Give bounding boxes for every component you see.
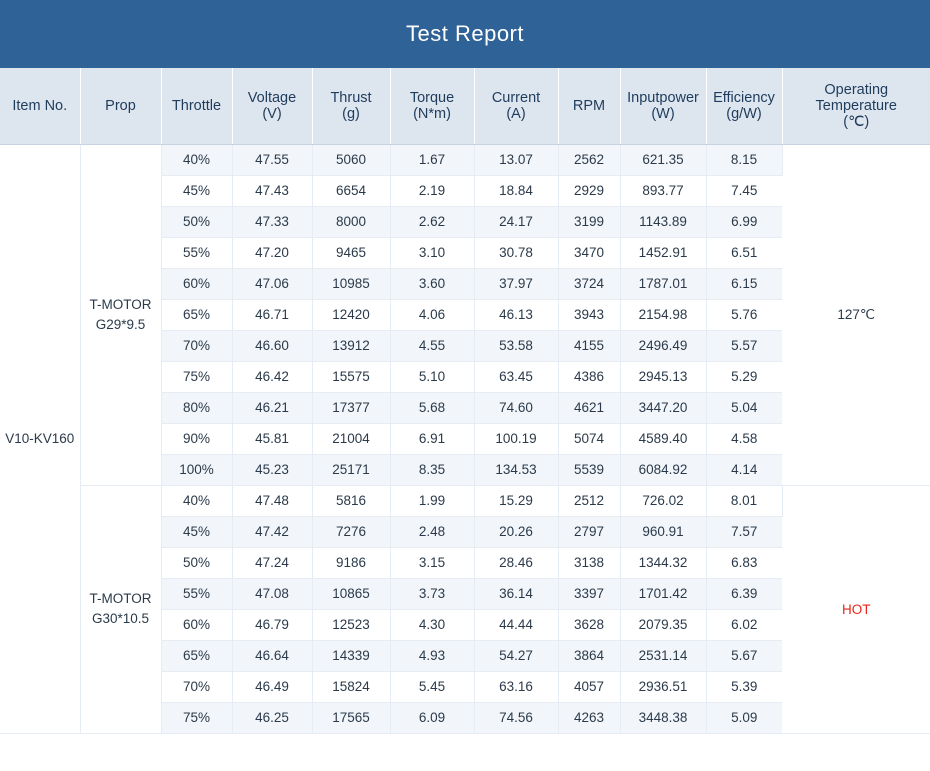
column-label: Item No.: [12, 97, 68, 114]
cell-rpm: 3943: [558, 299, 620, 330]
column-header-torque: [390, 68, 474, 144]
cell-thrust: 14339: [312, 640, 390, 671]
cell-throttle: 40%: [161, 144, 232, 175]
column-header-prop: [80, 68, 161, 144]
cell-efficiency: 6.83: [706, 547, 782, 578]
column-header-current: [474, 68, 558, 144]
cell-rpm: 4155: [558, 330, 620, 361]
cell-efficiency: 8.01: [706, 485, 782, 516]
cell-thrust: 21004: [312, 423, 390, 454]
cell-throttle: 65%: [161, 299, 232, 330]
cell-torque: 6.91: [390, 423, 474, 454]
column-label: Prop: [105, 97, 136, 114]
cell-efficiency: 6.51: [706, 237, 782, 268]
cell-voltage: 46.60: [232, 330, 312, 361]
cell-power: 2079.35: [620, 609, 706, 640]
test-data-table: [0, 68, 930, 734]
cell-torque: 5.10: [390, 361, 474, 392]
cell-power: 1701.42: [620, 578, 706, 609]
prop-cell: T-MOTOR G29*9.5: [80, 144, 161, 485]
cell-power: 2936.51: [620, 671, 706, 702]
cell-power: 1787.01: [620, 268, 706, 299]
cell-torque: 2.62: [390, 206, 474, 237]
cell-thrust: 12420: [312, 299, 390, 330]
cell-torque: 1.99: [390, 485, 474, 516]
cell-current: 28.46: [474, 547, 558, 578]
cell-voltage: 45.81: [232, 423, 312, 454]
cell-rpm: 3199: [558, 206, 620, 237]
cell-voltage: 46.71: [232, 299, 312, 330]
cell-thrust: 8000: [312, 206, 390, 237]
cell-throttle: 65%: [161, 640, 232, 671]
cell-current: 63.45: [474, 361, 558, 392]
cell-throttle: 50%: [161, 547, 232, 578]
cell-efficiency: 6.02: [706, 609, 782, 640]
cell-thrust: 25171: [312, 454, 390, 485]
cell-torque: 8.35: [390, 454, 474, 485]
cell-throttle: 60%: [161, 268, 232, 299]
cell-voltage: 47.42: [232, 516, 312, 547]
column-label: Voltage: [247, 89, 297, 106]
cell-rpm: 2797: [558, 516, 620, 547]
cell-rpm: 4386: [558, 361, 620, 392]
column-header-operating-temperature: [782, 68, 930, 144]
cell-rpm: 3628: [558, 609, 620, 640]
cell-throttle: 100%: [161, 454, 232, 485]
cell-current: 46.13: [474, 299, 558, 330]
item-no-cell: V10-KV160: [0, 144, 80, 733]
cell-power: 1452.91: [620, 237, 706, 268]
cell-power: 893.77: [620, 175, 706, 206]
cell-throttle: 70%: [161, 671, 232, 702]
cell-throttle: 90%: [161, 423, 232, 454]
cell-current: 134.53: [474, 454, 558, 485]
column-unit: (N*m): [413, 105, 451, 122]
cell-efficiency: 5.09: [706, 702, 782, 733]
cell-efficiency: 6.15: [706, 268, 782, 299]
cell-current: 36.14: [474, 578, 558, 609]
cell-torque: 5.45: [390, 671, 474, 702]
operating-temperature-cell: HOT: [782, 485, 930, 733]
cell-voltage: 46.21: [232, 392, 312, 423]
cell-current: 54.27: [474, 640, 558, 671]
cell-torque: 3.10: [390, 237, 474, 268]
column-unit: (g/W): [726, 105, 762, 122]
cell-torque: 5.68: [390, 392, 474, 423]
cell-current: 74.56: [474, 702, 558, 733]
cell-rpm: 3397: [558, 578, 620, 609]
cell-thrust: 10865: [312, 578, 390, 609]
cell-voltage: 46.49: [232, 671, 312, 702]
cell-current: 44.44: [474, 609, 558, 640]
column-label: Inputpower: [627, 89, 699, 106]
column-unit: (g): [342, 105, 360, 122]
cell-power: 621.35: [620, 144, 706, 175]
page-title: Test Report: [0, 0, 930, 68]
column-header-throttle: [161, 68, 232, 144]
cell-throttle: 55%: [161, 237, 232, 268]
cell-torque: 2.19: [390, 175, 474, 206]
cell-torque: 1.67: [390, 144, 474, 175]
column-label: Current: [491, 89, 541, 106]
cell-torque: 6.09: [390, 702, 474, 733]
cell-torque: 3.15: [390, 547, 474, 578]
cell-thrust: 7276: [312, 516, 390, 547]
cell-efficiency: 4.58: [706, 423, 782, 454]
cell-voltage: 47.24: [232, 547, 312, 578]
column-label: Thrust: [330, 89, 372, 106]
column-header-item-no: [0, 68, 80, 144]
cell-efficiency: 5.57: [706, 330, 782, 361]
cell-efficiency: 5.39: [706, 671, 782, 702]
cell-torque: 4.55: [390, 330, 474, 361]
cell-rpm: 3724: [558, 268, 620, 299]
cell-efficiency: 8.15: [706, 144, 782, 175]
cell-thrust: 15575: [312, 361, 390, 392]
cell-voltage: 47.33: [232, 206, 312, 237]
prop-cell: T-MOTOR G30*10.5: [80, 485, 161, 733]
cell-current: 15.29: [474, 485, 558, 516]
table-row: [0, 485, 930, 516]
cell-voltage: 46.42: [232, 361, 312, 392]
cell-rpm: 4263: [558, 702, 620, 733]
cell-thrust: 6654: [312, 175, 390, 206]
cell-throttle: 75%: [161, 702, 232, 733]
column-label: Efficiency: [713, 89, 775, 106]
cell-power: 4589.40: [620, 423, 706, 454]
cell-voltage: 46.25: [232, 702, 312, 733]
cell-power: 3447.20: [620, 392, 706, 423]
cell-voltage: 47.08: [232, 578, 312, 609]
cell-throttle: 45%: [161, 516, 232, 547]
cell-throttle: 70%: [161, 330, 232, 361]
cell-rpm: 3470: [558, 237, 620, 268]
cell-throttle: 45%: [161, 175, 232, 206]
cell-thrust: 5060: [312, 144, 390, 175]
table-body: [0, 144, 930, 733]
column-unit: (V): [262, 105, 282, 122]
cell-thrust: 13912: [312, 330, 390, 361]
cell-thrust: 10985: [312, 268, 390, 299]
cell-efficiency: 5.29: [706, 361, 782, 392]
cell-rpm: 3138: [558, 547, 620, 578]
cell-power: 2154.98: [620, 299, 706, 330]
cell-throttle: 55%: [161, 578, 232, 609]
cell-rpm: 3864: [558, 640, 620, 671]
column-label: RPM: [572, 97, 606, 114]
cell-current: 30.78: [474, 237, 558, 268]
cell-current: 18.84: [474, 175, 558, 206]
column-label: Torque: [409, 89, 455, 106]
cell-voltage: 47.43: [232, 175, 312, 206]
cell-throttle: 50%: [161, 206, 232, 237]
column-label: Operating Temperature: [815, 81, 897, 114]
cell-thrust: 9186: [312, 547, 390, 578]
table-row: [0, 144, 930, 175]
cell-voltage: 47.48: [232, 485, 312, 516]
cell-thrust: 5816: [312, 485, 390, 516]
cell-efficiency: 4.14: [706, 454, 782, 485]
column-label: Throttle: [171, 97, 222, 114]
cell-rpm: 4621: [558, 392, 620, 423]
column-header-inputpower: [620, 68, 706, 144]
column-unit: (℃): [843, 113, 870, 130]
cell-rpm: 2512: [558, 485, 620, 516]
cell-thrust: 17377: [312, 392, 390, 423]
cell-efficiency: 5.04: [706, 392, 782, 423]
cell-efficiency: 7.45: [706, 175, 782, 206]
cell-current: 63.16: [474, 671, 558, 702]
cell-efficiency: 7.57: [706, 516, 782, 547]
cell-rpm: 2929: [558, 175, 620, 206]
cell-efficiency: 6.39: [706, 578, 782, 609]
column-unit: (W): [651, 105, 675, 122]
cell-rpm: 4057: [558, 671, 620, 702]
cell-thrust: 12523: [312, 609, 390, 640]
column-header-rpm: [558, 68, 620, 144]
cell-power: 1344.32: [620, 547, 706, 578]
cell-throttle: 75%: [161, 361, 232, 392]
column-header-thrust: [312, 68, 390, 144]
cell-throttle: 80%: [161, 392, 232, 423]
cell-thrust: 9465: [312, 237, 390, 268]
cell-torque: 3.60: [390, 268, 474, 299]
table-header-row: [0, 68, 930, 144]
cell-torque: 4.93: [390, 640, 474, 671]
cell-efficiency: 5.76: [706, 299, 782, 330]
cell-voltage: 45.23: [232, 454, 312, 485]
cell-voltage: 47.55: [232, 144, 312, 175]
cell-current: 74.60: [474, 392, 558, 423]
cell-throttle: 40%: [161, 485, 232, 516]
cell-power: 726.02: [620, 485, 706, 516]
cell-thrust: 15824: [312, 671, 390, 702]
column-header-efficiency: [706, 68, 782, 144]
cell-power: 2531.14: [620, 640, 706, 671]
cell-torque: 3.73: [390, 578, 474, 609]
cell-torque: 4.06: [390, 299, 474, 330]
cell-power: 960.91: [620, 516, 706, 547]
cell-torque: 4.30: [390, 609, 474, 640]
column-unit: (A): [506, 105, 526, 122]
cell-voltage: 46.79: [232, 609, 312, 640]
cell-voltage: 46.64: [232, 640, 312, 671]
cell-efficiency: 6.99: [706, 206, 782, 237]
cell-current: 100.19: [474, 423, 558, 454]
cell-current: 37.97: [474, 268, 558, 299]
cell-torque: 2.48: [390, 516, 474, 547]
cell-thrust: 17565: [312, 702, 390, 733]
cell-power: 2945.13: [620, 361, 706, 392]
cell-current: 24.17: [474, 206, 558, 237]
cell-rpm: 5539: [558, 454, 620, 485]
cell-voltage: 47.20: [232, 237, 312, 268]
cell-rpm: 2562: [558, 144, 620, 175]
cell-current: 13.07: [474, 144, 558, 175]
cell-rpm: 5074: [558, 423, 620, 454]
column-header-voltage: [232, 68, 312, 144]
cell-throttle: 60%: [161, 609, 232, 640]
cell-power: 3448.38: [620, 702, 706, 733]
cell-voltage: 47.06: [232, 268, 312, 299]
cell-efficiency: 5.67: [706, 640, 782, 671]
cell-current: 20.26: [474, 516, 558, 547]
cell-power: 1143.89: [620, 206, 706, 237]
operating-temperature-cell: 127℃: [782, 144, 930, 485]
cell-current: 53.58: [474, 330, 558, 361]
cell-power: 6084.92: [620, 454, 706, 485]
cell-power: 2496.49: [620, 330, 706, 361]
